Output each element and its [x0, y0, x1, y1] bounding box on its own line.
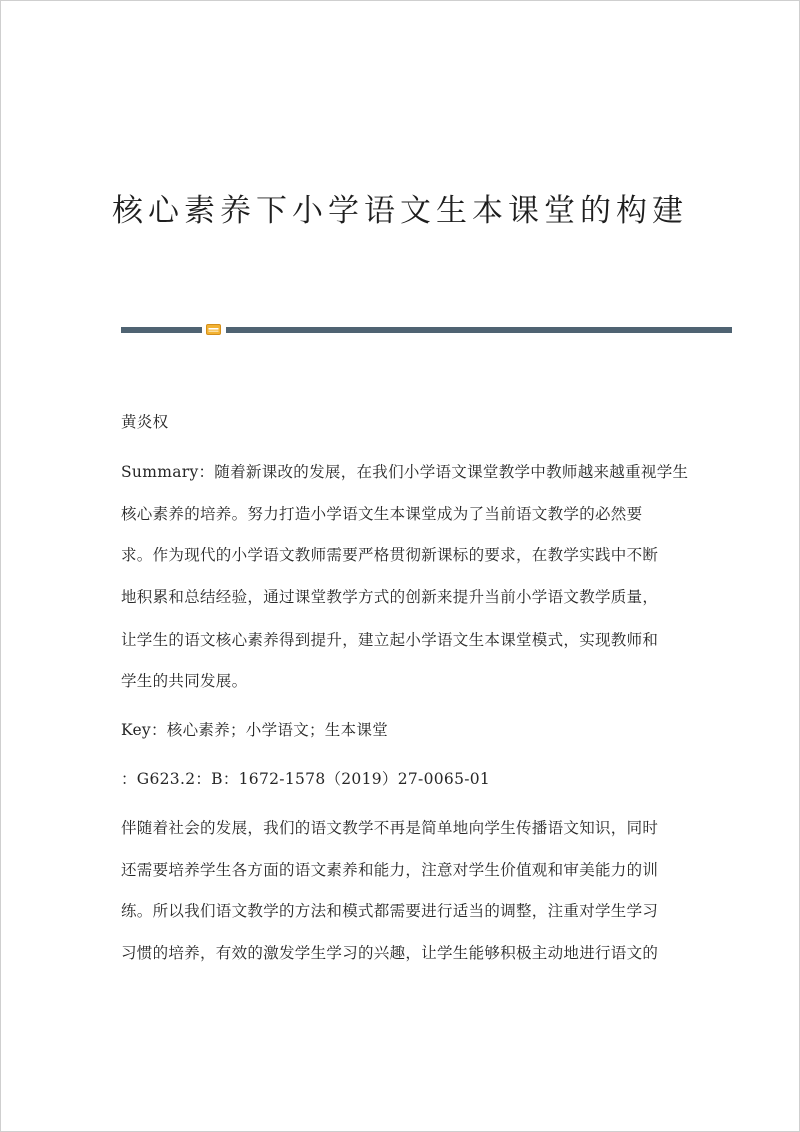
summary-line: 让学生的语文核心素养得到提升，建立起小学语文生本课堂模式，实现教师和 [121, 631, 659, 649]
body-line: 习惯的培养，有效的激发学生学习的兴趣，让学生能够积极主动地进行语文的 [121, 944, 659, 962]
title-divider-right [226, 327, 732, 333]
summary-line: 求。作为现代的小学语文教师需要严格贯彻新课标的要求，在教学实践中不断 [121, 546, 659, 564]
divider-badge-icon [206, 324, 221, 335]
body-line: 练。所以我们语文教学的方法和模式都需要进行适当的调整，注重对学生学习 [121, 902, 659, 920]
summary-line: 学生的共同发展。 [121, 672, 248, 690]
title-divider-left [121, 327, 202, 333]
summary-line: Summary：随着新课改的发展，在我们小学语文课堂教学中教师越来越重视学生 [121, 463, 689, 481]
author-name: 黄炎权 [121, 413, 169, 431]
classification-info: ：G623.2：B：1672-1578（2019）27-0065-01 [121, 770, 491, 788]
keywords: Key：核心素养；小学语文；生本课堂 [121, 721, 388, 739]
summary-line: 地积累和总结经验，通过课堂教学方式的创新来提升当前小学语文教学质量， [121, 588, 659, 606]
body-line: 伴随着社会的发展，我们的语文教学不再是简单地向学生传播语文知识，同时 [121, 819, 659, 837]
summary-line: 核心素养的培养。努力打造小学语文生本课堂成为了当前语文教学的必然要 [121, 505, 643, 523]
document-title: 核心素养下小学语文生本课堂的构建 [112, 193, 688, 229]
body-line: 还需要培养学生各方面的语文素养和能力，注意对学生价值观和审美能力的训 [121, 861, 659, 879]
